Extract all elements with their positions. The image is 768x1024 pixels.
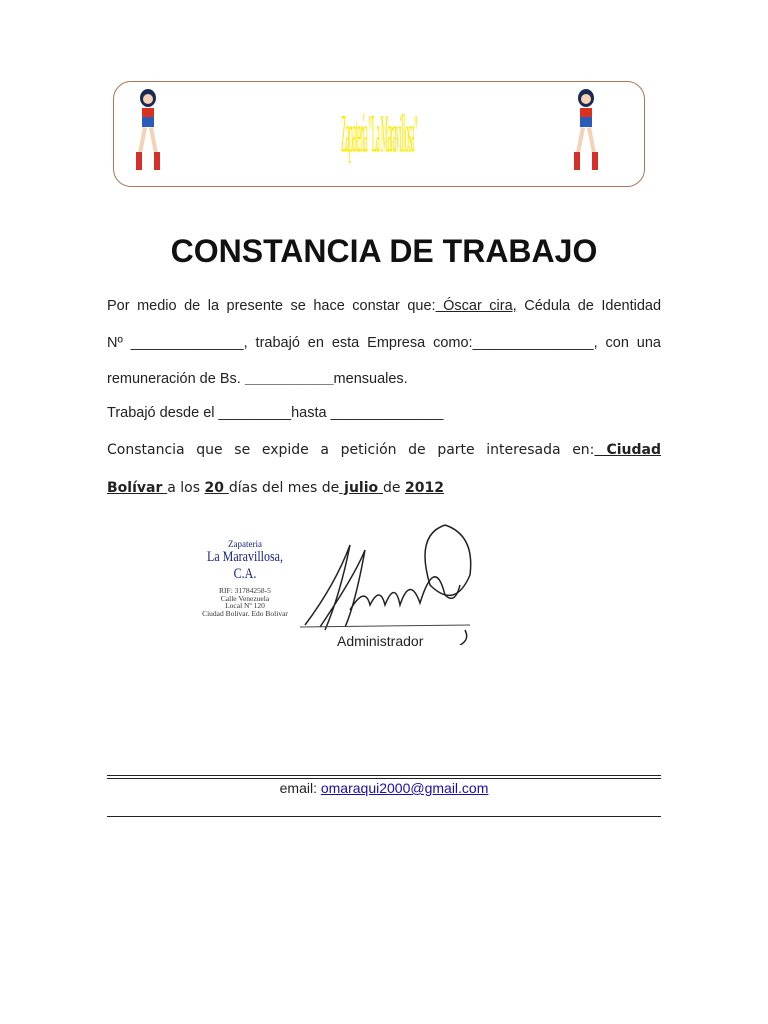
position-blank: _______________ bbox=[472, 335, 594, 351]
salary-blank: ___________ bbox=[244, 371, 334, 387]
administrator-label: Administrador bbox=[337, 633, 424, 649]
id-number-blank: ______________ bbox=[130, 335, 244, 351]
document-title: CONSTANCIA DE TRABAJO bbox=[170, 233, 598, 269]
signature bbox=[295, 515, 485, 645]
footer-rule-bottom bbox=[107, 816, 661, 817]
footer-email: email: omaraqui2000@gmail.com bbox=[279, 780, 489, 796]
end-date-blank: ______________ bbox=[330, 405, 444, 421]
body-line-2: Nº ______________, trabajó en esta Empresa como:_______________, con una bbox=[107, 335, 661, 351]
body-line-6: Bolívar a los 20 días del mes de julio de 2012 bbox=[107, 480, 444, 496]
body-line-5: Constancia que se expide a petición de parte interesada en: Ciudad bbox=[107, 442, 662, 458]
employee-name: Óscar cira, bbox=[435, 298, 517, 314]
wonder-woman-image-left bbox=[128, 88, 168, 174]
body-line-1: Por medio de la presente se hace constar que: Óscar cira, Cédula de Identidad bbox=[107, 298, 662, 314]
company-stamp: Zapateria La Maravillosa, C.A. RIF: 31784258-5 Calle Venezuela Local Nº 120 Ciudad Bolivar. Edo Bolivar bbox=[202, 539, 288, 618]
body-line-4: Trabajó desde el _________hasta ______________ bbox=[107, 405, 444, 421]
footer-rule-top-2 bbox=[107, 778, 661, 779]
footer-rule-top bbox=[107, 775, 661, 776]
body-line-3: remuneración de Bs. ___________mensuales. bbox=[107, 371, 408, 387]
email-link[interactable]: omaraqui2000@gmail.com bbox=[320, 780, 489, 796]
company-logo: Zapatería "La Maravillosa" bbox=[341, 106, 417, 164]
header-banner bbox=[113, 81, 645, 187]
wonder-woman-image-right bbox=[566, 88, 606, 174]
start-date-blank: _________ bbox=[218, 405, 292, 421]
